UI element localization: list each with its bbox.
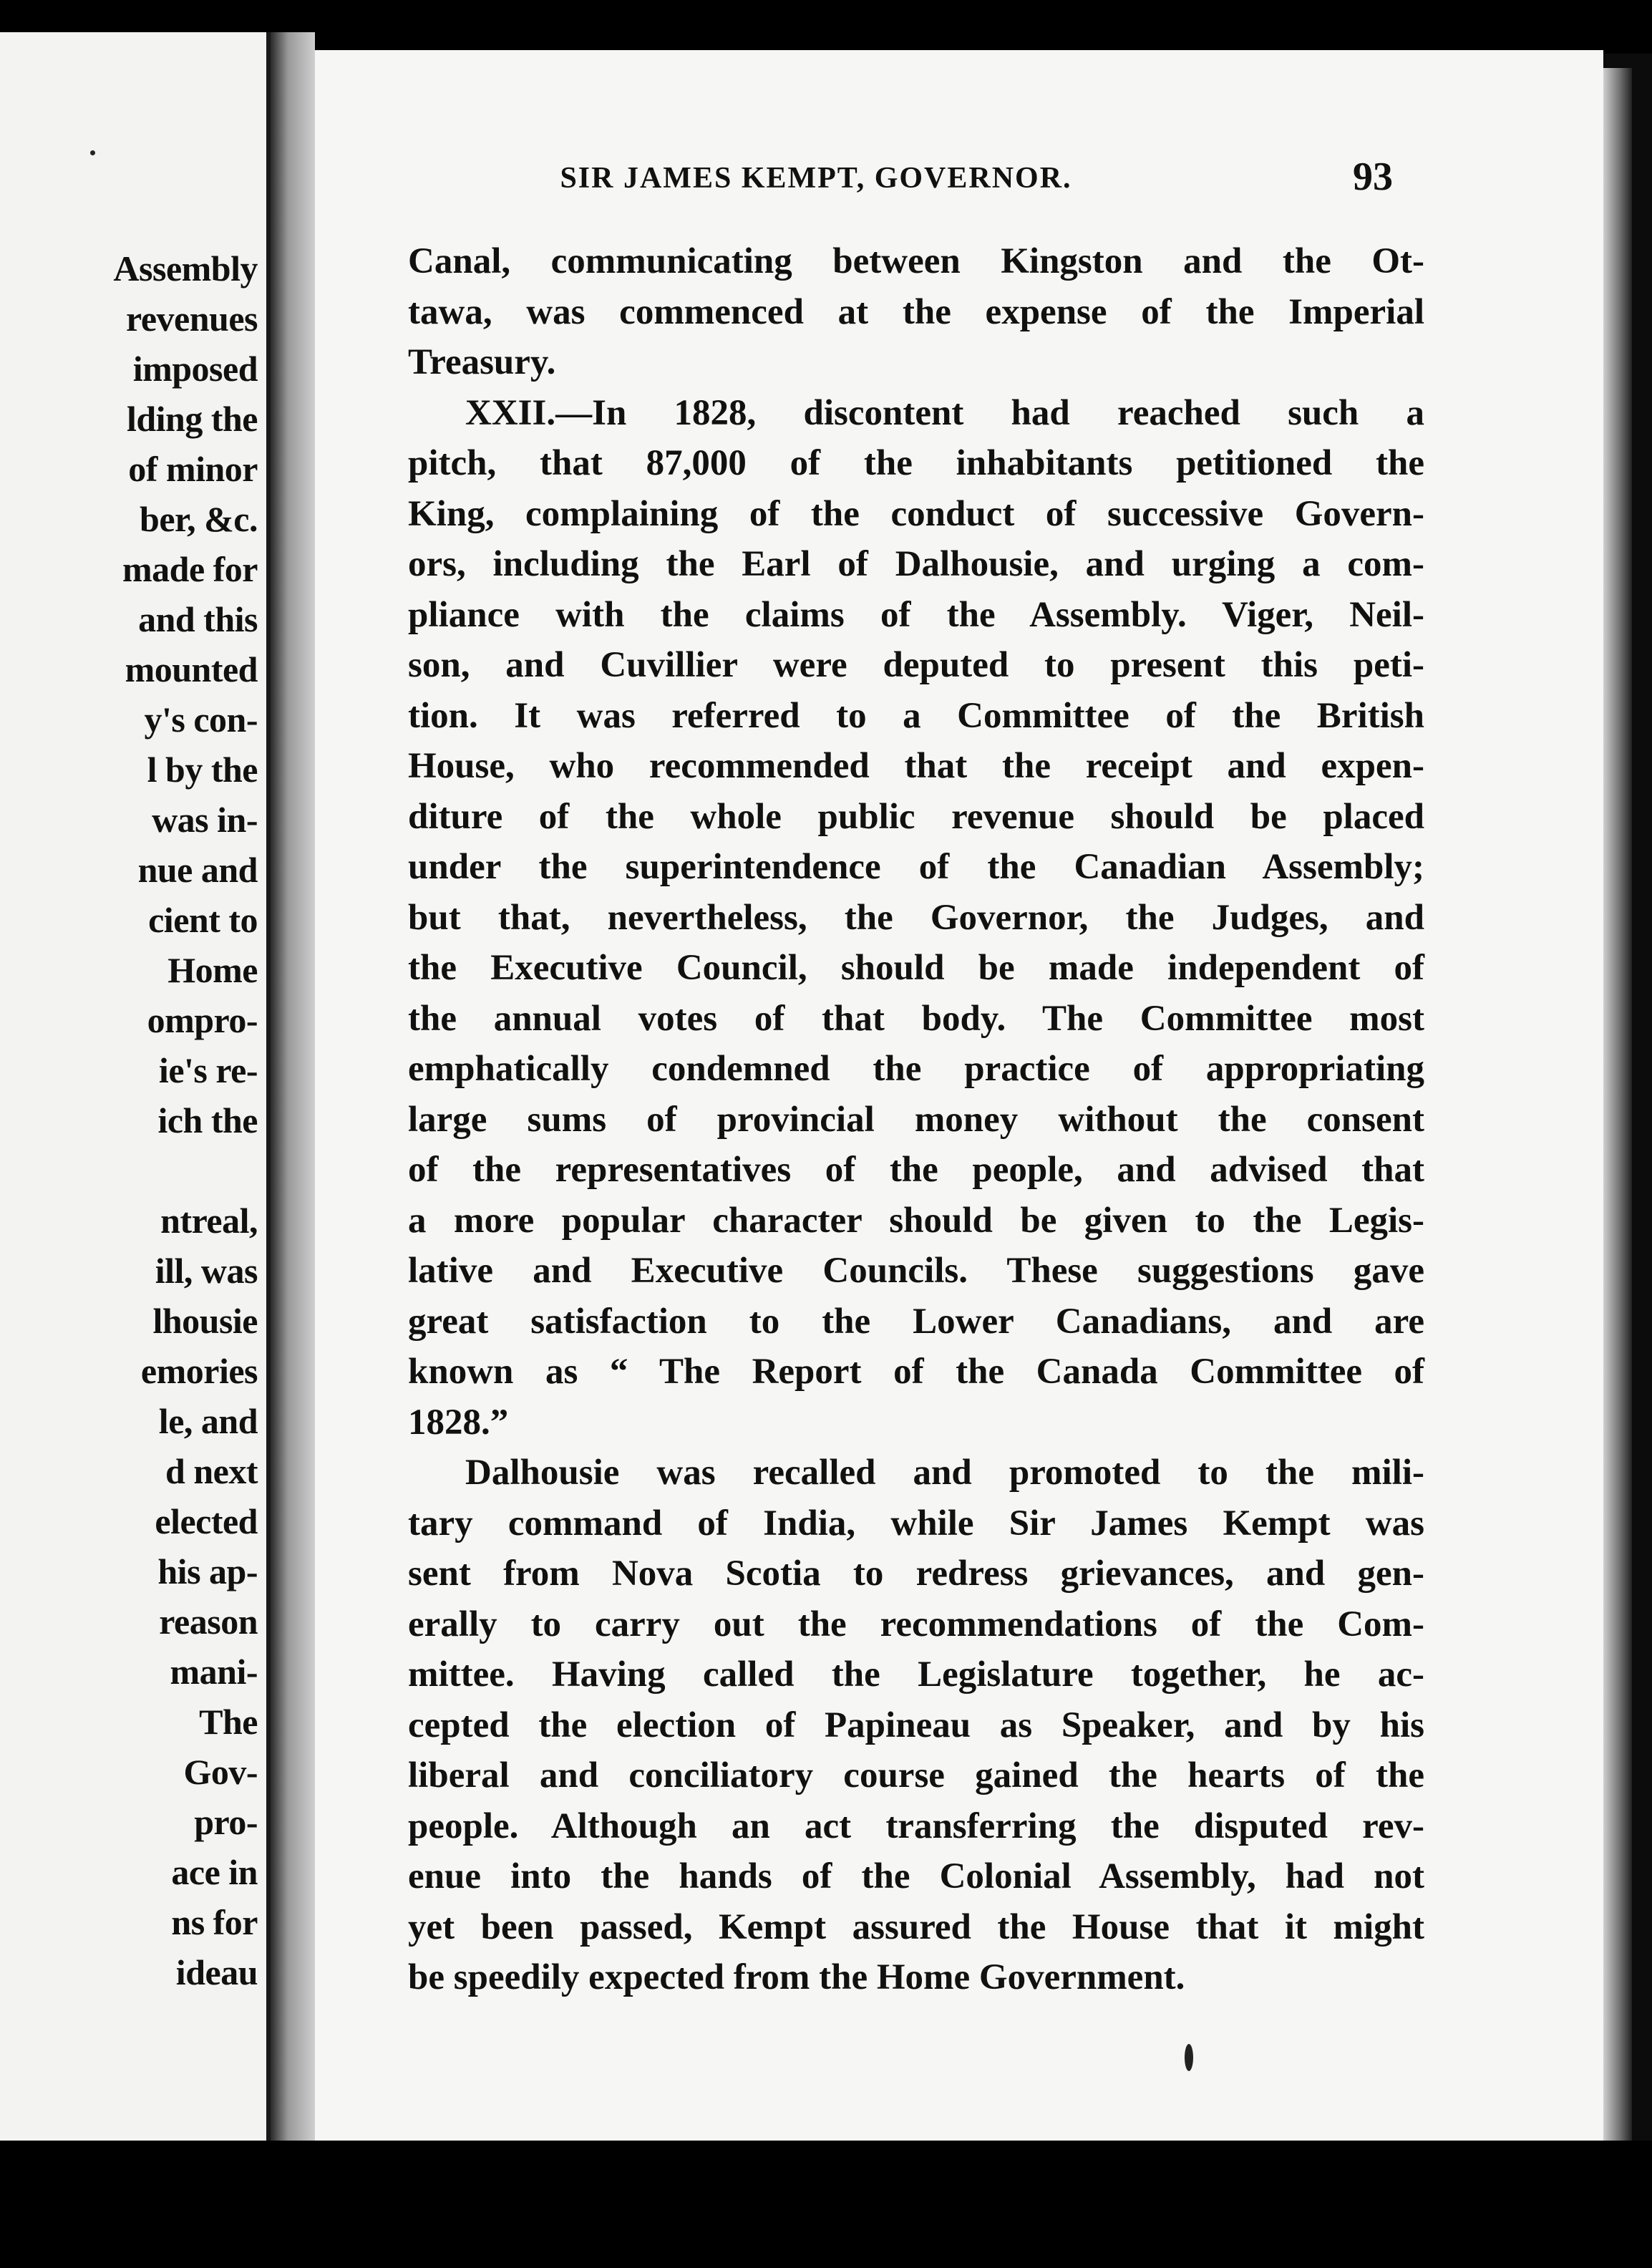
text-line: yet been passed, Kempt assured the House that it might (408, 1906, 1424, 1947)
previous-page-line: his ap- (157, 1551, 258, 1591)
text-line: Treasury. (408, 342, 556, 382)
previous-page-line: mani- (170, 1652, 258, 1692)
text-line: lative and Executive Councils. These suggestions gave (408, 1251, 1424, 1291)
previous-page-line: ompro- (147, 1000, 258, 1040)
text-line: enue into the hands of the Colonial Assembly, had not (408, 1856, 1424, 1896)
previous-page-line: l by the (147, 750, 258, 790)
previous-page-line: ace in (171, 1852, 258, 1892)
previous-page-line: ideau (175, 1952, 258, 1992)
text-line: known as “ The Report of the Canada Committee of (408, 1352, 1424, 1392)
text-line: be speedily expected from the Home Government. (408, 1957, 1185, 1997)
previous-page-line: imposed (132, 349, 258, 389)
running-head: SIR JAMES KEMPT, GOVERNOR. (560, 162, 1072, 195)
text-line: erally to carry out the recommendations of the Com- (408, 1604, 1424, 1644)
body-text (408, 236, 1424, 2003)
previous-page-line: le, and (158, 1401, 258, 1441)
text-line: liberal and conciliatory course gained the hearts of the (408, 1755, 1424, 1796)
text-line: tion. It was referred to a Committee of the British (408, 695, 1424, 736)
previous-page-line: emories (140, 1351, 258, 1391)
previous-page-line: ntreal, (160, 1201, 258, 1241)
previous-page-line: mounted (125, 649, 258, 689)
page-number: 93 (1353, 155, 1393, 199)
previous-page-line: cient to (148, 900, 258, 940)
text-line: mittee. Having called the Legislature together, he ac- (408, 1654, 1424, 1695)
previous-page-line: lhousie (152, 1301, 258, 1341)
text-line: pliance with the claims of the Assembly. Viger, Neil- (408, 594, 1424, 635)
text-line: Dalhousie was recalled and promoted to the mili- (465, 1453, 1424, 1493)
previous-page-line: Gov- (183, 1752, 258, 1792)
text-line: pitch, that 87,000 of the inhabitants petitioned the (408, 443, 1424, 483)
text-line: cepted the election of Papineau as Speaker, and by his (408, 1705, 1424, 1745)
text-line: Canal, communicating between Kingston and the Ot- (408, 241, 1424, 281)
previous-page-line (0, 1145, 258, 1196)
text-line: the Executive Council, should be made independent of (408, 948, 1424, 988)
text-line: large sums of provincial money without the consent (408, 1099, 1424, 1140)
text-line: people. Although an act transferring the disputed rev- (408, 1806, 1424, 1846)
text-line: diture of the whole public revenue should be placed (408, 796, 1424, 837)
previous-page-text (0, 243, 258, 1997)
previous-page-line: ill, was (155, 1251, 258, 1291)
text-line: House, who recommended that the receipt and expen- (408, 746, 1424, 786)
text-line: King, complaining of the conduct of successive Govern- (408, 493, 1424, 534)
previous-page-line: made for (122, 549, 258, 589)
previous-page-fragment (0, 32, 271, 2141)
previous-page-line: y's con- (144, 699, 258, 740)
previous-page-line: lding the (126, 399, 258, 439)
text-line: the annual votes of that body. The Committee most (408, 998, 1424, 1039)
previous-page-line: pro- (194, 1802, 258, 1842)
text-line: but that, nevertheless, the Governor, the Judges, and (408, 897, 1424, 938)
text-line: sent from Nova Scotia to redress grievances, and gen- (408, 1554, 1424, 1594)
text-line: ors, including the Earl of Dalhousie, and urging a com- (408, 544, 1424, 584)
previous-page-line: nue and (137, 850, 258, 890)
text-line: a more popular character should be given to the Legis- (408, 1200, 1424, 1241)
previous-page-line: and this (138, 599, 258, 639)
ink-smudge (1185, 2044, 1193, 2071)
scan-border-bottom (0, 2141, 1652, 2268)
text-line: great satisfaction to the Lower Canadians, and are (408, 1301, 1424, 1342)
previous-page-line: was in- (152, 800, 258, 840)
previous-page-line: ns for (171, 1902, 258, 1942)
ink-dot (90, 150, 95, 155)
previous-page-line: ie's re- (158, 1050, 258, 1090)
previous-page-line: The (199, 1702, 258, 1742)
book-gutter (271, 32, 315, 2141)
previous-page-line: d next (165, 1451, 258, 1491)
previous-page-line: Assembly (113, 248, 258, 289)
text-line: tary command of India, while Sir James Kempt was (408, 1503, 1424, 1544)
text-line: emphatically condemned the practice of appropriating (408, 1049, 1424, 1089)
text-line: tawa, was commenced at the expense of the Imperial (408, 291, 1424, 332)
text-line: 1828.” (408, 1402, 509, 1443)
page-edge (1603, 68, 1632, 2141)
previous-page-line: of minor (128, 449, 258, 489)
text-line: of the representatives of the people, and advised that (408, 1150, 1424, 1190)
text-line: XXII.—In 1828, discontent had reached such a (465, 392, 1424, 433)
previous-page-line: revenues (126, 299, 258, 339)
previous-page-line: ich the (157, 1100, 258, 1140)
text-line: under the superintendence of the Canadian Assembly; (408, 847, 1424, 887)
previous-page-line: ber, &c. (140, 499, 258, 539)
text-line: son, and Cuvillier were deputed to present this peti- (408, 645, 1424, 685)
previous-page-line: Home (167, 950, 258, 990)
previous-page-line: reason (159, 1601, 258, 1642)
previous-page-line: elected (155, 1501, 258, 1541)
